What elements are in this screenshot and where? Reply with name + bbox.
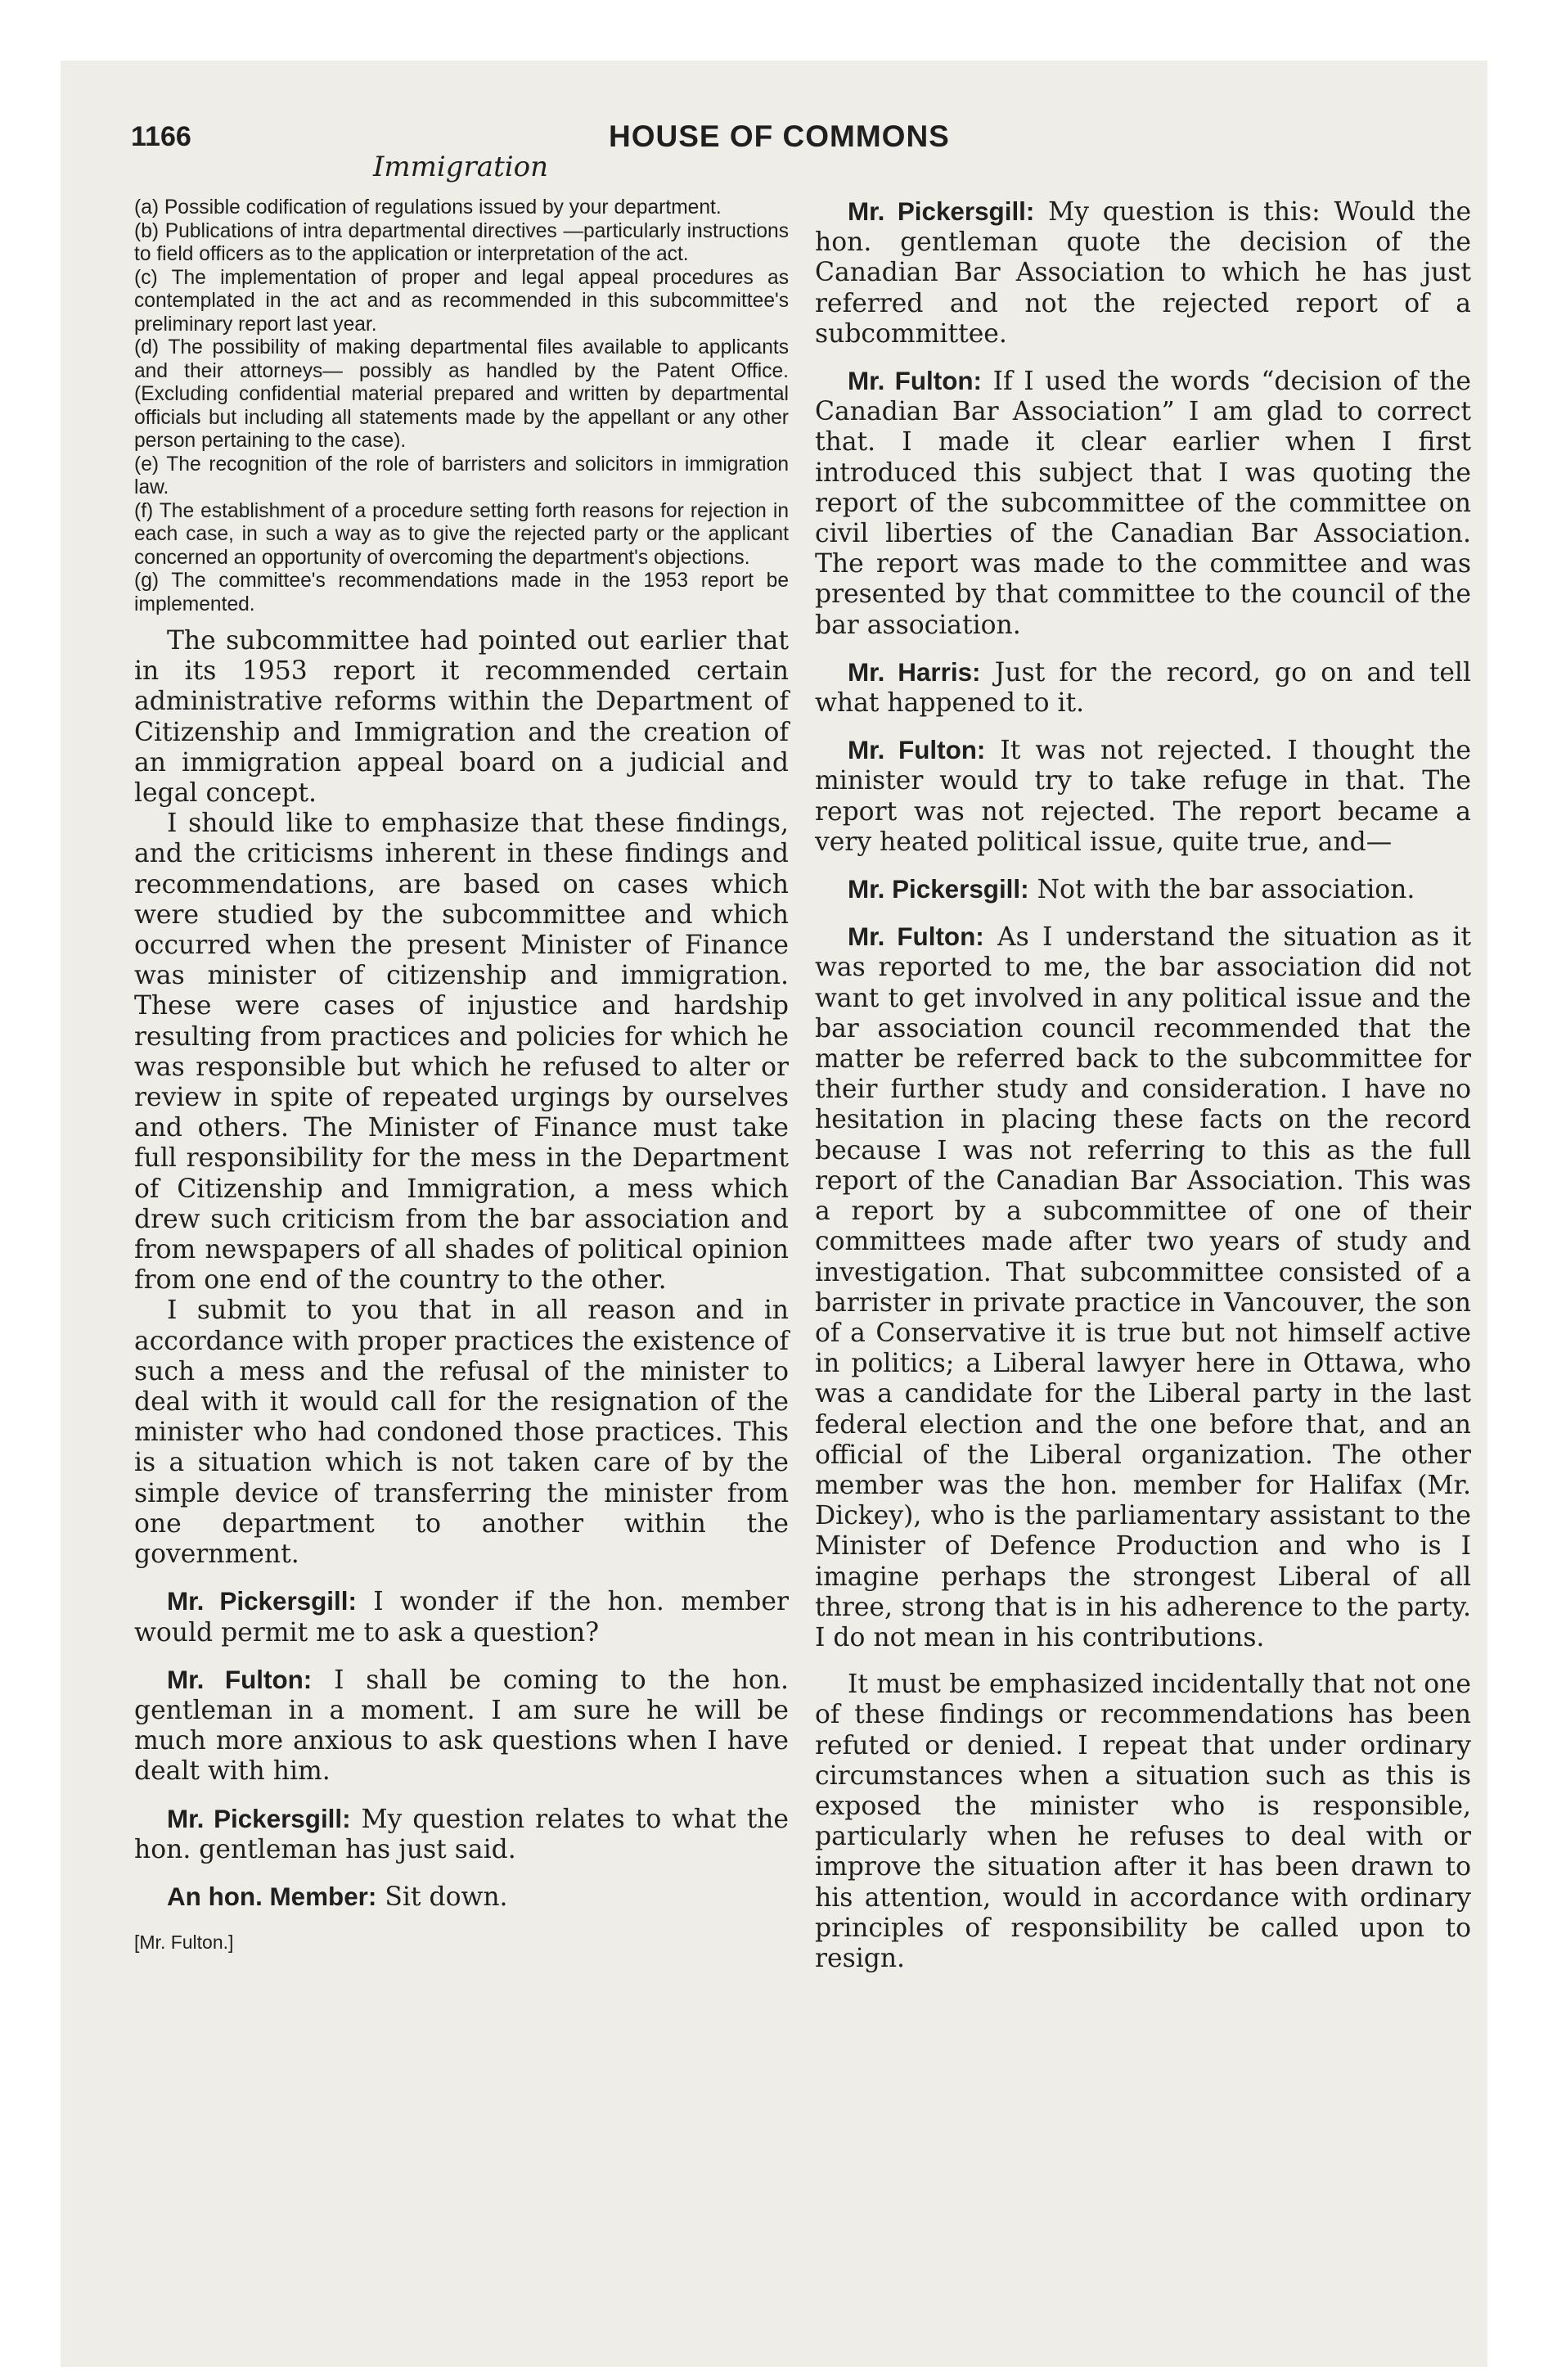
speaker-name: Mr. Pickersgill: (167, 1804, 351, 1833)
left-column (134, 196, 789, 1954)
list-item: (b) Publications of intra departmental directives —particularly instructions to field officers as to the application or interpretation of the act. (134, 219, 789, 265)
speech-text: Just for the record, go on and tell what happened to it. (815, 657, 1471, 719)
page-number: 1166 (131, 121, 191, 152)
speech-text: I wonder if the hon. member would permit me to ask a question? (134, 1587, 789, 1648)
speech-paragraph (815, 196, 1471, 349)
speaker-name: Mr. Pickersgill: (167, 1587, 357, 1616)
right-column (815, 196, 1471, 1974)
closing-paragraph: It must be emphasized incidentally that not one of these findings or recommendations has been refuted or denied. I repeat that under ordinary circumstances when a situation such as this is exposed the minister who is responsible, particularly when he refuses to deal with or improve the situation after it has been drawn to his attention, would in accordance with ordinary principles of responsibility be called upon to resign. (815, 1670, 1471, 1973)
speech-text: If I used the words “decision of the Canadian Bar Association” I am glad to correct that. I made it clear earlier when I first introduced this subject that I was quoting the report of the subcommittee of the committee on civil liberties of the Canadian Bar Association. The report was made to the committee and was presented by that committee to the council of the bar association. (815, 367, 1472, 640)
speech-paragraph (815, 874, 1471, 905)
body-paragraph: I submit to you that in all reason and in accordance with proper practices the existence of such a mess and the refusal of the minister to deal with it would call for the resignation of the minister who had condoned those practices. This is a situation which is not taken care of by the simple device of transferring the minister from one department to another within the government. (134, 1296, 789, 1570)
speaker-name: Mr. Fulton: (848, 736, 986, 765)
speech-text: Sit down. (385, 1882, 508, 1912)
speech-paragraph (815, 366, 1471, 641)
speech-text: I shall be coming to the hon. gentleman in a moment. I am sure he will be much more anxious to ask questions when I have dealt with him. (134, 1665, 790, 1787)
speech-text: Not with the bar association. (1037, 875, 1415, 905)
speech-paragraph (815, 735, 1471, 858)
speaker-name: Mr. Harris: (848, 657, 981, 687)
list-item: (a) Possible codification of regulations issued by your department. (134, 196, 722, 219)
list-item: (d) The possibility of making departmental files available to applicants and their attorneys— possibly as handled by the Patent Office. (Excluding confidential material prepared and written by departmental officials but including all statements made by the appellant or any other person pertaining to the case). (134, 336, 789, 452)
speech-paragraph (134, 1882, 789, 1913)
speech-paragraph (134, 1665, 789, 1787)
section-title: Immigration (373, 151, 548, 183)
speaker-name: Mr. Pickersgill: (848, 875, 1029, 904)
list-item: (e) The recognition of the role of barristers and solicitors in immigration law. (134, 453, 789, 498)
list-item: (f) The establishment of a procedure setting forth reasons for rejection in each case, in such a way as to give the rejected party or the applicant concerned an opportunity of overcoming the department's objections. (134, 499, 789, 569)
list-item: (g) The committee's recommendations made in the 1953 report be implemented. (134, 570, 789, 615)
speaker-name: Mr. Fulton: (848, 367, 983, 396)
list-item: (c) The implementation of proper and legal appeal procedures as contemplated in the act and as recommended in this subcommittee's preliminary report last year. (134, 266, 789, 336)
speech-paragraph (815, 922, 1471, 1653)
speech-text: It was not rejected. I thought the minister would try to take refuge in that. The report was not rejected. The report became a very heated political issue, quite true, and— (815, 736, 1471, 857)
speech-paragraph (134, 1804, 789, 1865)
speaker-name: Mr. Pickersgill: (848, 197, 1035, 226)
speech-paragraph (134, 1586, 789, 1648)
speech-text: As I understand the situation as it was reported to me, the bar association did not want to get involved in any political issue and the bar association council recommended that the matter be referred back to the subcommittee for their further study and consideration. I have no hesitation in placing these facts on the record because I was not referring to this as the full report of the Canadian Bar Association. This was a report by a subcommittee of one of their committees made after two years of study and investigation. That subcommittee consisted of a barrister in private practice in Vancouver, the son of a Conservative it is true but not himself active in politics; a Liberal lawyer here in Ottawa, who was a candidate for the Liberal party in the last federal election and the one before that, and an official of the Liberal organization. The other member was the hon. member for Halifax (Mr. Dickey), who is the parliamentary assistant to the Minister of Defence Production and who is I imagine perhaps the strongest Liberal of all three, strong that is in his adherence to the party. I do not mean in his contributions. (815, 922, 1472, 1652)
speaker-name: Mr. Fulton: (848, 922, 984, 952)
speaker-attribution: [Mr. Fulton.] (134, 1931, 234, 1954)
speech-text: My question is this: Would the hon. gentleman quote the decision of the Canadian Bar Association to which he has just referred and not the rejected report of a subcommittee. (815, 197, 1472, 349)
speaker-name: An hon. Member: (167, 1882, 377, 1911)
body-paragraph: The subcommittee had pointed out earlier that in its 1953 report it recommended certain administrative reforms within the Department of Citizenship and Immigration and the creation of an immigration appeal board on a judicial and legal concept. (134, 626, 789, 809)
running-head: HOUSE OF COMMONS (609, 119, 950, 153)
speech-text: My question relates to what the hon. gentleman has just said. (134, 1804, 789, 1864)
speech-paragraph (815, 657, 1471, 719)
speaker-name: Mr. Fulton: (167, 1665, 313, 1694)
body-paragraph: I should like to emphasize that these findings, and the criticisms inherent in these findings and recommendations, are based on cases which were studied by the subcommittee and which occurred when the present Minister of Finance was minister of citizenship and immigration. These were cases of injustice and hardship resulting from practices and policies for which he was responsible but which he refused to alter or review in spite of repeated urgings by ourselves and others. The Minister of Finance must take full responsibility for the mess in the Department of Citizenship and Immigration, a mess which drew such criticism from the bar association and from newspapers of all shades of political opinion from one end of the country to the other. (134, 809, 789, 1296)
